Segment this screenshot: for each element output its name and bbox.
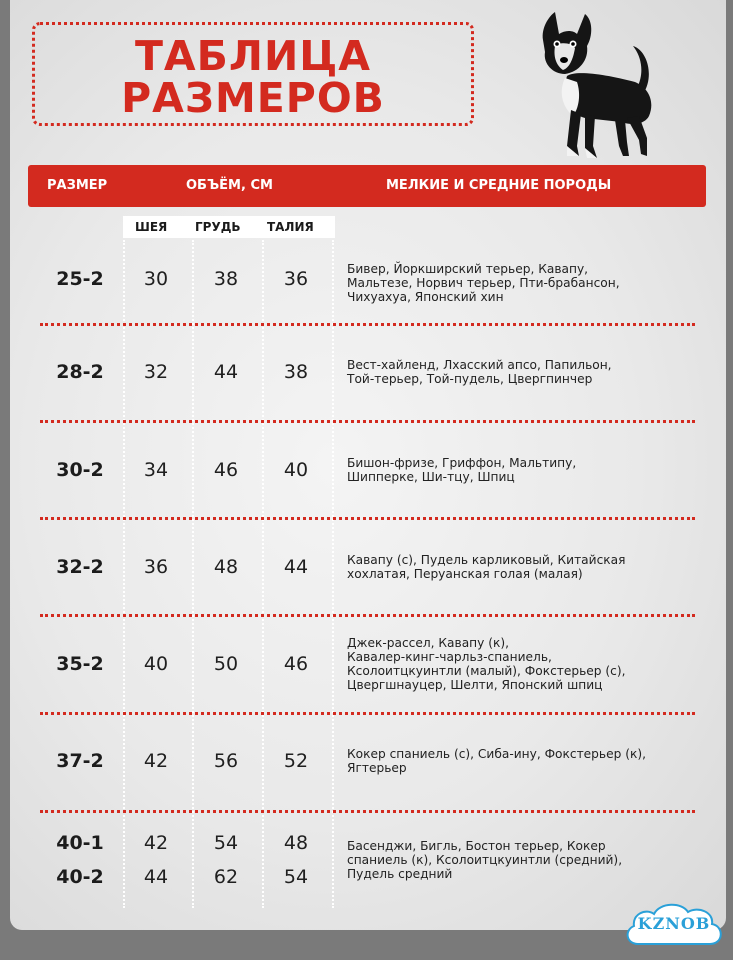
row-separator [40, 712, 695, 715]
breed-line: Цвергшнауцер, Шелти, Японский шпиц [347, 678, 603, 692]
waist-value: 44 [283, 556, 309, 578]
neck-value: 42 [143, 750, 169, 772]
breed-line: Джек-рассел, Кавапу (к), [347, 636, 509, 650]
waist-value: 36 [283, 268, 309, 290]
waist-value: 40 [283, 459, 309, 481]
chest-value: 62 [213, 866, 239, 888]
header-size: РАЗМЕР [47, 178, 108, 193]
column-divider [332, 240, 334, 908]
breed-line: Вест-хайленд, Лхасский апсо, Папильон, [347, 358, 612, 372]
page-title [35, 32, 471, 122]
breed-list [347, 358, 692, 386]
breed-list [347, 839, 692, 881]
neck-value: 36 [143, 556, 169, 578]
breed-list [347, 456, 692, 484]
breed-line: Кавапу (с), Пудель карликовый, Китайская [347, 553, 626, 567]
breed-line: Бивер, Йоркширский терьер, Кавапу, [347, 262, 589, 276]
chest-value: 46 [213, 459, 239, 481]
waist-value: 48 [283, 832, 309, 854]
breed-line: Басенджи, Бигль, Бостон терьер, Кокер [347, 839, 606, 853]
breed-line: Кокер спаниель (с), Сиба-ину, Фокстерьер (к), [347, 747, 646, 761]
breed-list [347, 636, 692, 692]
chihuahua-illustration [515, 6, 695, 162]
breed-line: хохлатая, Перуанская голая (малая) [347, 567, 583, 581]
chest-value: 48 [213, 556, 239, 578]
neck-value: 30 [143, 268, 169, 290]
chest-value: 38 [213, 268, 239, 290]
breed-line: Той-терьер, Той-пудель, Цвергпинчер [347, 372, 593, 386]
neck-value: 32 [143, 361, 169, 383]
waist-value: 54 [283, 866, 309, 888]
measurement-subheader [123, 216, 335, 238]
neck-value: 42 [143, 832, 169, 854]
subheader-neck: ШЕЯ [135, 220, 168, 234]
breed-line: Ксолоитцкуинтли (малый), Фокстерьер (с), [347, 664, 626, 678]
table-header [28, 165, 706, 207]
neck-value: 44 [143, 866, 169, 888]
row-separator [40, 810, 695, 813]
size-label: 30-2 [56, 459, 104, 481]
chest-value: 56 [213, 750, 239, 772]
column-divider [192, 240, 194, 908]
breed-line: Бишон-фризе, Гриффон, Мальтипу, [347, 456, 577, 470]
watermark-text: KZNOB [637, 914, 711, 933]
waist-value: 38 [283, 361, 309, 383]
row-separator [40, 614, 695, 617]
subheader-waist: ТАЛИЯ [267, 220, 314, 234]
row-separator [40, 420, 695, 423]
header-volume: ОБЪЁМ, СМ [186, 178, 273, 193]
breed-line: Пудель средний [347, 867, 453, 881]
waist-value: 46 [283, 653, 309, 675]
size-chart-card [10, 0, 726, 930]
breed-list [347, 262, 692, 304]
column-divider [262, 240, 264, 908]
waist-value: 52 [283, 750, 309, 772]
breed-line: Мальтезе, Норвич терьер, Пти-брабансон, [347, 276, 620, 290]
neck-value: 34 [143, 459, 169, 481]
size-label: 37-2 [56, 750, 104, 772]
breed-line: спаниель (к), Ксолоитцкуинтли (средний), [347, 853, 623, 867]
breed-line: Чихуахуа, Японский хин [347, 290, 504, 304]
size-label: 40-1 [56, 832, 104, 854]
row-separator [40, 323, 695, 326]
size-label: 35-2 [56, 653, 104, 675]
size-label: 28-2 [56, 361, 104, 383]
row-separator [40, 517, 695, 520]
size-label: 25-2 [56, 268, 104, 290]
breed-list [347, 553, 692, 581]
breed-line: Кавалер-кинг-чарльз-спаниель, [347, 650, 552, 664]
chest-value: 44 [213, 361, 239, 383]
size-label: 32-2 [56, 556, 104, 578]
title-line-1: ТАБЛИЦА [134, 32, 372, 80]
title-frame [32, 22, 474, 126]
size-label: 40-2 [56, 866, 104, 888]
title-line-2: РАЗМЕРОВ [121, 74, 385, 122]
breed-line: Ягтерьер [347, 761, 407, 775]
chest-value: 54 [213, 832, 239, 854]
watermark-logo [624, 900, 724, 952]
header-breeds: МЕЛКИЕ И СРЕДНИЕ ПОРОДЫ [386, 178, 612, 193]
neck-value: 40 [143, 653, 169, 675]
subheader-chest: ГРУДЬ [195, 220, 241, 234]
breed-line: Шипперке, Ши-тцу, Шпиц [347, 470, 515, 484]
chest-value: 50 [213, 653, 239, 675]
column-divider [123, 240, 125, 908]
breed-list [347, 747, 692, 775]
